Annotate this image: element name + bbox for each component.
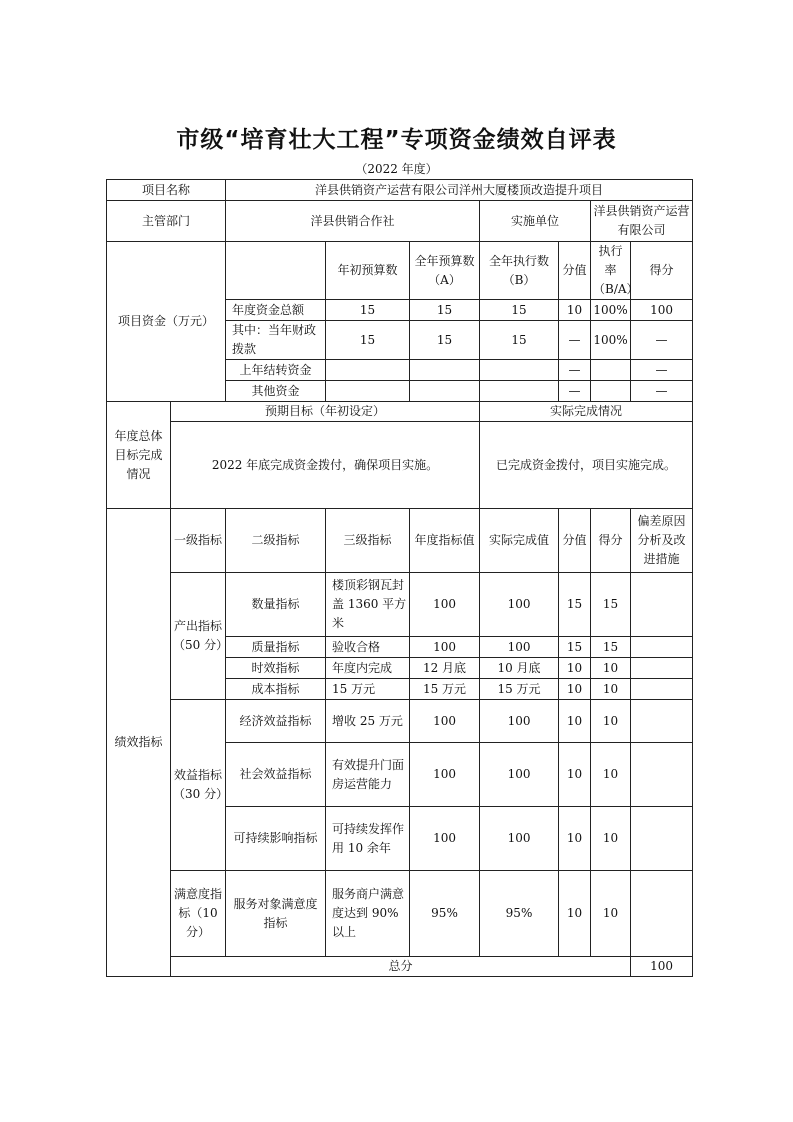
funds-header-initial: 年初预算数 <box>326 242 410 300</box>
document-title: 市级“培育壮大工程”专项资金绩效自评表 <box>176 127 617 153</box>
project-name-value: 洋县供销资产运营有限公司洋州大厦楼顶改造提升项目 <box>226 180 693 201</box>
perf-header-l1: 一级指标 <box>171 509 226 573</box>
indicator-value: 10 <box>559 807 591 871</box>
perf-header-target: 年度指标值 <box>410 509 480 573</box>
goals-actual-label: 实际完成情况 <box>480 402 693 422</box>
indicator-actual: 100 <box>480 573 559 637</box>
indicator-note <box>631 743 693 807</box>
indicator-actual: 15 万元 <box>480 679 559 700</box>
indicator-value: 15 <box>559 637 591 658</box>
indicator-score: 10 <box>591 658 631 679</box>
perf-label: 绩效指标 <box>107 509 171 977</box>
indicator-l2: 数量指标 <box>226 573 326 637</box>
indicator-actual: 100 <box>480 637 559 658</box>
indicator-l2: 成本指标 <box>226 679 326 700</box>
indicator-note <box>631 573 693 637</box>
indicator-l2: 社会效益指标 <box>226 743 326 807</box>
dept-value: 洋县供销合作社 <box>226 201 480 242</box>
funds-header-score: 得分 <box>631 242 693 300</box>
indicator-note <box>631 700 693 743</box>
benefit-label: 效益指标（30 分） <box>171 700 226 871</box>
indicator-score: 15 <box>591 573 631 637</box>
indicator-l3: 验收合格 <box>326 637 410 658</box>
indicator-note <box>631 679 693 700</box>
perf-header-value: 分值 <box>559 509 591 573</box>
goals-expected-value: 2022 年底完成资金拨付，确保项目实施。 <box>171 422 480 509</box>
indicator-target: 12 月底 <box>410 658 480 679</box>
indicator-score: 10 <box>591 679 631 700</box>
indicator-l3: 服务商户满意度达到 90%以上 <box>326 871 410 957</box>
indicator-value: 10 <box>559 743 591 807</box>
funds-row-score-value: — <box>559 360 591 381</box>
indicator-value: 10 <box>559 700 591 743</box>
indicator-l3: 有效提升门面房运营能力 <box>326 743 410 807</box>
funds-header-blank <box>226 242 326 300</box>
funds-row-rate: 100% <box>591 300 631 321</box>
indicator-score: 10 <box>591 871 631 957</box>
funds-header-score-value: 分值 <box>559 242 591 300</box>
funds-row-initial: 15 <box>326 300 410 321</box>
funds-row-exec: 15 <box>480 321 559 360</box>
indicator-value: 10 <box>559 871 591 957</box>
funds-row-annual <box>410 381 480 402</box>
indicator-actual: 100 <box>480 700 559 743</box>
funds-row-rate: 100% <box>591 321 631 360</box>
funds-row-initial: 15 <box>326 321 410 360</box>
indicator-target: 100 <box>410 573 480 637</box>
perf-header-l3: 三级指标 <box>326 509 410 573</box>
indicator-l2: 质量指标 <box>226 637 326 658</box>
indicator-value: 15 <box>559 573 591 637</box>
impl-value: 洋县供销资产运营有限公司 <box>591 201 693 242</box>
indicator-actual: 100 <box>480 743 559 807</box>
indicator-actual: 10 月底 <box>480 658 559 679</box>
indicator-actual: 100 <box>480 807 559 871</box>
indicator-actual: 95% <box>480 871 559 957</box>
dept-label: 主管部门 <box>107 201 226 242</box>
funds-row-annual: 15 <box>410 321 480 360</box>
indicator-l3: 年度内完成 <box>326 658 410 679</box>
goals-label: 年度总体目标完成情况 <box>107 402 171 509</box>
indicator-l2: 服务对象满意度指标 <box>226 871 326 957</box>
document-subtitle: （2022 年度） <box>355 162 438 176</box>
perf-header-score: 得分 <box>591 509 631 573</box>
indicator-target: 100 <box>410 807 480 871</box>
goals-actual-value: 已完成资金拨付，项目实施完成。 <box>480 422 693 509</box>
project-name-label: 项目名称 <box>107 180 226 201</box>
funds-header-annual: 全年预算数（A） <box>410 242 480 300</box>
funds-row-exec <box>480 360 559 381</box>
indicator-l2: 可持续影响指标 <box>226 807 326 871</box>
indicator-value: 10 <box>559 658 591 679</box>
indicator-l2: 时效指标 <box>226 658 326 679</box>
indicator-score: 10 <box>591 700 631 743</box>
indicator-target: 95% <box>410 871 480 957</box>
funds-row-score-value: — <box>559 381 591 402</box>
perf-header-l2: 二级指标 <box>226 509 326 573</box>
indicator-note <box>631 637 693 658</box>
funds-label: 项目资金（万元） <box>107 242 226 402</box>
funds-row-score: — <box>631 321 693 360</box>
indicator-target: 15 万元 <box>410 679 480 700</box>
indicator-score: 10 <box>591 807 631 871</box>
indicator-note <box>631 807 693 871</box>
indicator-l2: 经济效益指标 <box>226 700 326 743</box>
output-label: 产出指标（50 分） <box>171 573 226 700</box>
funds-row-annual <box>410 360 480 381</box>
satisfaction-label: 满意度指标（10 分） <box>171 871 226 957</box>
funds-row-name: 年度资金总额 <box>226 300 326 321</box>
funds-row-exec <box>480 381 559 402</box>
perf-header-note: 偏差原因分析及改进措施 <box>631 509 693 573</box>
indicator-target: 100 <box>410 637 480 658</box>
funds-row-rate <box>591 381 631 402</box>
funds-row-rate <box>591 360 631 381</box>
indicator-l3: 可持续发挥作用 10 余年 <box>326 807 410 871</box>
total-label: 总分 <box>171 957 631 977</box>
funds-row-annual: 15 <box>410 300 480 321</box>
indicator-target: 100 <box>410 700 480 743</box>
funds-row-score: — <box>631 360 693 381</box>
funds-row-score-value: 10 <box>559 300 591 321</box>
funds-row-name: 上年结转资金 <box>226 360 326 381</box>
indicator-score: 10 <box>591 743 631 807</box>
funds-row-initial <box>326 381 410 402</box>
goals-expected-label: 预期目标（年初设定） <box>171 402 480 422</box>
indicator-l3: 楼顶彩钢瓦封盖 1360 平方米 <box>326 573 410 637</box>
funds-header-rate: 执行率（B/A） <box>591 242 631 300</box>
indicator-value: 10 <box>559 679 591 700</box>
funds-row-name: 其中：当年财政拨款 <box>226 321 326 360</box>
funds-row-score: 100 <box>631 300 693 321</box>
total-value: 100 <box>631 957 693 977</box>
impl-label: 实施单位 <box>480 201 591 242</box>
indicator-note <box>631 658 693 679</box>
indicator-l3: 15 万元 <box>326 679 410 700</box>
funds-row-score: — <box>631 381 693 402</box>
funds-row-score-value: — <box>559 321 591 360</box>
funds-header-exec: 全年执行数（B） <box>480 242 559 300</box>
indicator-l3: 增收 25 万元 <box>326 700 410 743</box>
evaluation-table <box>106 179 693 977</box>
funds-row-name: 其他资金 <box>226 381 326 402</box>
indicator-score: 15 <box>591 637 631 658</box>
indicator-target: 100 <box>410 743 480 807</box>
indicator-note <box>631 871 693 957</box>
funds-row-initial <box>326 360 410 381</box>
funds-row-exec: 15 <box>480 300 559 321</box>
perf-header-actual: 实际完成值 <box>480 509 559 573</box>
